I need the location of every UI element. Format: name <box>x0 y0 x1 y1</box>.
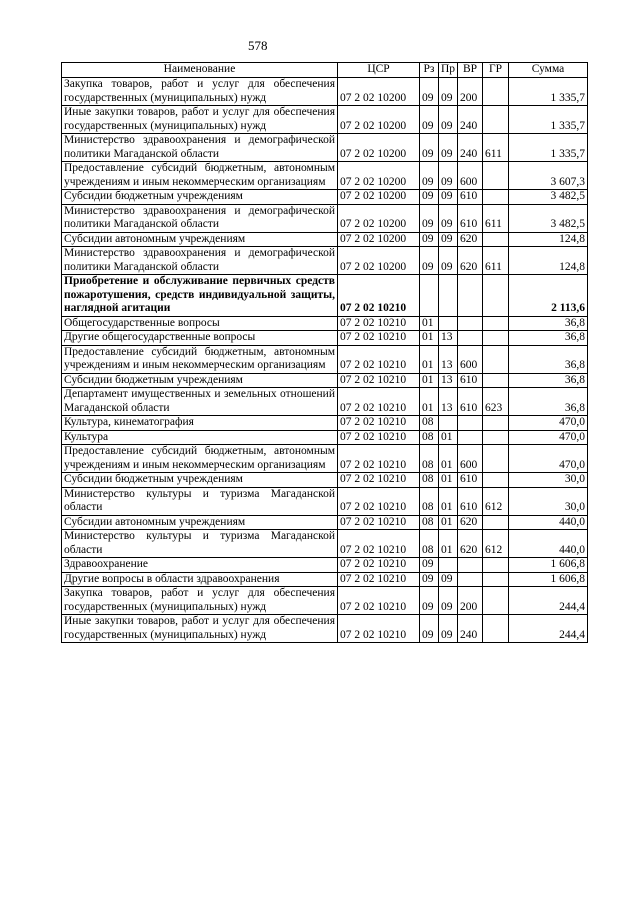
table-row <box>62 134 588 162</box>
cell-pr: 01 <box>439 530 458 558</box>
table-row <box>62 232 588 247</box>
cell-csr: 07 2 02 10210 <box>338 316 420 331</box>
table-row <box>62 445 588 473</box>
table-row <box>62 615 588 643</box>
cell-csr: 07 2 02 10200 <box>338 106 420 134</box>
cell-name: Приобретение и обслуживание первичных средств пожаротушения, средств индивидуальной защиты, наглядной агитации <box>62 275 338 317</box>
cell-vr: 600 <box>458 162 483 190</box>
cell-name: Министерство здравоохранения и демографической политики Магаданской области <box>62 247 338 275</box>
cell-gr <box>483 445 509 473</box>
cell-pr: 09 <box>439 162 458 190</box>
cell-gr <box>483 572 509 587</box>
cell-csr: 07 2 02 10210 <box>338 445 420 473</box>
cell-rz: 08 <box>420 473 439 488</box>
cell-sum: 1 335,7 <box>509 78 588 106</box>
table-row <box>62 388 588 416</box>
cell-sum: 36,8 <box>509 316 588 331</box>
cell-name: Другие вопросы в области здравоохранения <box>62 572 338 587</box>
cell-csr: 07 2 02 10210 <box>338 275 420 317</box>
cell-vr: 610 <box>458 473 483 488</box>
cell-sum: 36,8 <box>509 345 588 373</box>
cell-name: Другие общегосударственные вопросы <box>62 331 338 346</box>
cell-rz: 01 <box>420 316 439 331</box>
cell-csr: 07 2 02 10210 <box>338 515 420 530</box>
table-row <box>62 204 588 232</box>
cell-sum: 1 335,7 <box>509 106 588 134</box>
cell-vr <box>458 275 483 317</box>
cell-rz: 09 <box>420 572 439 587</box>
cell-csr: 07 2 02 10210 <box>338 530 420 558</box>
cell-rz: 08 <box>420 530 439 558</box>
cell-gr <box>483 78 509 106</box>
page-number: 578 <box>248 38 268 53</box>
table-row <box>62 162 588 190</box>
table-row <box>62 487 588 515</box>
cell-csr: 07 2 02 10210 <box>338 473 420 488</box>
cell-sum: 3 482,5 <box>509 204 588 232</box>
cell-name: Министерство культуры и туризма Магаданской области <box>62 487 338 515</box>
cell-csr: 07 2 02 10210 <box>338 572 420 587</box>
cell-rz: 09 <box>420 78 439 106</box>
cell-sum: 470,0 <box>509 416 588 431</box>
cell-vr: 620 <box>458 530 483 558</box>
cell-gr <box>483 473 509 488</box>
cell-vr: 620 <box>458 247 483 275</box>
cell-rz: 09 <box>420 162 439 190</box>
cell-csr: 07 2 02 10210 <box>338 615 420 643</box>
cell-pr <box>439 316 458 331</box>
cell-csr: 07 2 02 10200 <box>338 190 420 205</box>
cell-sum: 1 335,7 <box>509 134 588 162</box>
cell-csr: 07 2 02 10200 <box>338 204 420 232</box>
cell-vr: 610 <box>458 190 483 205</box>
cell-name: Закупка товаров, работ и услуг для обеспечения государственных (муниципальных) нужд <box>62 78 338 106</box>
table-row <box>62 247 588 275</box>
cell-gr: 612 <box>483 530 509 558</box>
table-row <box>62 106 588 134</box>
cell-rz: 09 <box>420 587 439 615</box>
table-row <box>62 190 588 205</box>
cell-gr <box>483 190 509 205</box>
cell-vr: 610 <box>458 388 483 416</box>
cell-gr <box>483 331 509 346</box>
cell-pr: 01 <box>439 487 458 515</box>
cell-sum: 30,0 <box>509 473 588 488</box>
cell-name: Здравоохранение <box>62 558 338 573</box>
cell-sum: 36,8 <box>509 373 588 388</box>
cell-csr: 07 2 02 10200 <box>338 247 420 275</box>
cell-sum: 244,4 <box>509 615 588 643</box>
cell-pr: 13 <box>439 388 458 416</box>
cell-name: Предоставление субсидий бюджетным, автономным учреждениям и иным некоммерческим организациям <box>62 445 338 473</box>
cell-pr: 09 <box>439 190 458 205</box>
table-header-row <box>62 63 588 78</box>
cell-pr: 13 <box>439 373 458 388</box>
cell-name: Департамент имущественных и земельных отношений Магаданской области <box>62 388 338 416</box>
cell-rz: 08 <box>420 416 439 431</box>
table-row <box>62 473 588 488</box>
header-name: Наименование <box>62 63 338 78</box>
cell-name: Субсидии автономным учреждениям <box>62 232 338 247</box>
cell-csr: 07 2 02 10200 <box>338 78 420 106</box>
cell-name: Министерство здравоохранения и демографической политики Магаданской области <box>62 204 338 232</box>
cell-vr: 240 <box>458 106 483 134</box>
cell-vr: 600 <box>458 445 483 473</box>
cell-pr <box>439 275 458 317</box>
cell-vr <box>458 572 483 587</box>
cell-pr: 01 <box>439 515 458 530</box>
cell-rz: 09 <box>420 190 439 205</box>
cell-gr: 623 <box>483 388 509 416</box>
cell-sum: 36,8 <box>509 331 588 346</box>
cell-pr <box>439 416 458 431</box>
cell-csr: 07 2 02 10210 <box>338 345 420 373</box>
table-row <box>62 558 588 573</box>
cell-rz: 09 <box>420 232 439 247</box>
cell-vr <box>458 331 483 346</box>
cell-pr: 09 <box>439 587 458 615</box>
cell-sum: 440,0 <box>509 530 588 558</box>
cell-gr <box>483 416 509 431</box>
cell-rz: 08 <box>420 445 439 473</box>
cell-vr: 610 <box>458 373 483 388</box>
cell-name: Министерство здравоохранения и демографической политики Магаданской области <box>62 134 338 162</box>
cell-gr <box>483 316 509 331</box>
cell-name: Культура <box>62 430 338 445</box>
cell-vr: 610 <box>458 204 483 232</box>
table-row <box>62 78 588 106</box>
cell-rz: 08 <box>420 487 439 515</box>
cell-pr: 13 <box>439 331 458 346</box>
cell-rz: 01 <box>420 388 439 416</box>
table-row <box>62 345 588 373</box>
table-row <box>62 316 588 331</box>
table-row <box>62 515 588 530</box>
table-row <box>62 373 588 388</box>
cell-csr: 07 2 02 10210 <box>338 331 420 346</box>
cell-vr: 200 <box>458 587 483 615</box>
cell-sum: 440,0 <box>509 515 588 530</box>
cell-gr <box>483 373 509 388</box>
cell-sum: 124,8 <box>509 247 588 275</box>
cell-csr: 07 2 02 10210 <box>338 373 420 388</box>
cell-pr <box>439 558 458 573</box>
cell-csr: 07 2 02 10210 <box>338 430 420 445</box>
cell-pr: 09 <box>439 204 458 232</box>
cell-name: Субсидии бюджетным учреждениям <box>62 373 338 388</box>
cell-name: Иные закупки товаров, работ и услуг для обеспечения государственных (муниципальных) нужд <box>62 106 338 134</box>
cell-pr: 09 <box>439 247 458 275</box>
cell-pr: 09 <box>439 572 458 587</box>
cell-name: Субсидии бюджетным учреждениям <box>62 473 338 488</box>
table-row <box>62 530 588 558</box>
cell-sum: 3 482,5 <box>509 190 588 205</box>
cell-rz: 09 <box>420 134 439 162</box>
cell-sum: 244,4 <box>509 587 588 615</box>
cell-sum: 2 113,6 <box>509 275 588 317</box>
cell-csr: 07 2 02 10210 <box>338 487 420 515</box>
cell-gr <box>483 232 509 247</box>
cell-name: Предоставление субсидий бюджетным, автономным учреждениям и иным некоммерческим организациям <box>62 162 338 190</box>
cell-vr <box>458 430 483 445</box>
cell-gr <box>483 162 509 190</box>
cell-name: Культура, кинематография <box>62 416 338 431</box>
cell-vr: 610 <box>458 487 483 515</box>
cell-csr: 07 2 02 10210 <box>338 558 420 573</box>
table-row <box>62 416 588 431</box>
cell-pr: 09 <box>439 106 458 134</box>
cell-sum: 1 606,8 <box>509 558 588 573</box>
cell-rz: 09 <box>420 106 439 134</box>
header-pr: Пр <box>439 63 458 78</box>
cell-sum: 470,0 <box>509 430 588 445</box>
cell-pr: 01 <box>439 473 458 488</box>
cell-pr: 09 <box>439 615 458 643</box>
cell-pr: 09 <box>439 78 458 106</box>
cell-vr: 240 <box>458 615 483 643</box>
cell-sum: 3 607,3 <box>509 162 588 190</box>
cell-csr: 07 2 02 10200 <box>338 162 420 190</box>
cell-gr <box>483 587 509 615</box>
cell-gr: 611 <box>483 204 509 232</box>
header-rz: Рз <box>420 63 439 78</box>
cell-rz: 01 <box>420 331 439 346</box>
cell-name: Закупка товаров, работ и услуг для обеспечения государственных (муниципальных) нужд <box>62 587 338 615</box>
cell-csr: 07 2 02 10200 <box>338 232 420 247</box>
cell-gr <box>483 558 509 573</box>
cell-rz: 01 <box>420 373 439 388</box>
cell-gr <box>483 430 509 445</box>
cell-name: Министерство культуры и туризма Магаданской области <box>62 530 338 558</box>
cell-sum: 470,0 <box>509 445 588 473</box>
cell-vr: 620 <box>458 232 483 247</box>
header-csr: ЦСР <box>338 63 420 78</box>
cell-rz <box>420 275 439 317</box>
cell-vr <box>458 558 483 573</box>
cell-rz: 08 <box>420 515 439 530</box>
table-row <box>62 275 588 317</box>
table-row <box>62 572 588 587</box>
cell-gr <box>483 106 509 134</box>
cell-pr: 01 <box>439 430 458 445</box>
cell-rz: 01 <box>420 345 439 373</box>
cell-name: Предоставление субсидий бюджетным, автономным учреждениям и иным некоммерческим организациям <box>62 345 338 373</box>
cell-gr: 611 <box>483 134 509 162</box>
header-gr: ГР <box>483 63 509 78</box>
cell-gr <box>483 615 509 643</box>
table-row <box>62 430 588 445</box>
cell-vr: 240 <box>458 134 483 162</box>
cell-pr: 09 <box>439 232 458 247</box>
cell-vr: 200 <box>458 78 483 106</box>
cell-sum: 30,0 <box>509 487 588 515</box>
header-sum: Сумма <box>509 63 588 78</box>
cell-csr: 07 2 02 10210 <box>338 388 420 416</box>
cell-gr <box>483 345 509 373</box>
table-row <box>62 331 588 346</box>
cell-csr: 07 2 02 10210 <box>338 587 420 615</box>
cell-vr <box>458 316 483 331</box>
cell-rz: 09 <box>420 247 439 275</box>
cell-rz: 09 <box>420 615 439 643</box>
cell-rz: 08 <box>420 430 439 445</box>
cell-csr: 07 2 02 10200 <box>338 134 420 162</box>
header-vr: ВР <box>458 63 483 78</box>
cell-gr: 611 <box>483 247 509 275</box>
cell-gr <box>483 275 509 317</box>
cell-pr: 09 <box>439 134 458 162</box>
cell-gr: 612 <box>483 487 509 515</box>
cell-vr: 600 <box>458 345 483 373</box>
cell-sum: 124,8 <box>509 232 588 247</box>
cell-sum: 1 606,8 <box>509 572 588 587</box>
cell-name: Иные закупки товаров, работ и услуг для обеспечения государственных (муниципальных) нужд <box>62 615 338 643</box>
budget-table <box>61 62 588 643</box>
table-body <box>62 78 588 643</box>
cell-gr <box>483 515 509 530</box>
cell-pr: 01 <box>439 445 458 473</box>
cell-pr: 13 <box>439 345 458 373</box>
cell-rz: 09 <box>420 558 439 573</box>
cell-name: Субсидии бюджетным учреждениям <box>62 190 338 205</box>
cell-rz: 09 <box>420 204 439 232</box>
table-row <box>62 587 588 615</box>
cell-sum: 36,8 <box>509 388 588 416</box>
cell-name: Субсидии автономным учреждениям <box>62 515 338 530</box>
cell-name: Общегосударственные вопросы <box>62 316 338 331</box>
cell-vr <box>458 416 483 431</box>
cell-vr: 620 <box>458 515 483 530</box>
cell-csr: 07 2 02 10210 <box>338 416 420 431</box>
